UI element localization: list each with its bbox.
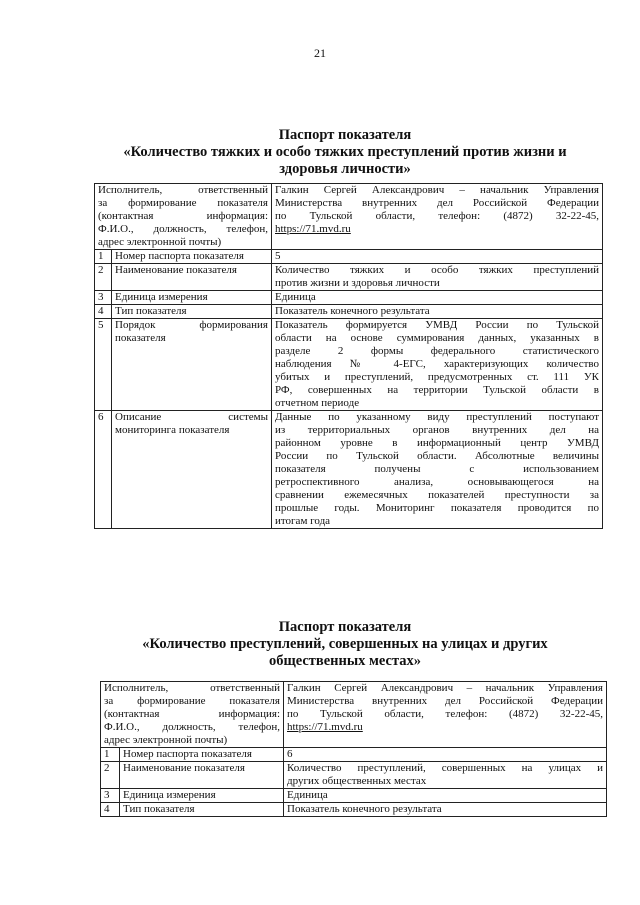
table-row bbox=[101, 748, 607, 762]
title-line: здоровья личности» bbox=[279, 161, 411, 177]
executor-value: Галкин Сергей Александрович – начальник Управления Министерства внутренних дел Российской Федерации по Тульской области, телефон: (4872) 32-22-45, https://71.mvd.ru bbox=[272, 184, 603, 250]
table-row bbox=[95, 305, 603, 319]
row-value: 6 bbox=[284, 748, 607, 762]
page-number: 21 bbox=[314, 46, 326, 60]
row-label: Единица измерения bbox=[112, 291, 272, 305]
title-line: общественных местах» bbox=[268, 653, 422, 669]
row-label: Номер паспорта показателя bbox=[112, 250, 272, 264]
table-row bbox=[95, 291, 603, 305]
executor-label: Исполнитель, ответственный за формирование показателя (контактная информация: Ф.И.О., должность, телефон, адрес электронной почты) bbox=[101, 682, 284, 748]
title-line: Паспорт показателя bbox=[278, 127, 412, 143]
table-row bbox=[95, 319, 603, 411]
row-label: Описание системы мониторинга показателя bbox=[112, 411, 272, 529]
title-line: «Количество преступлений, совершенных на улицах и других bbox=[142, 636, 548, 652]
row-label: Тип показателя bbox=[120, 803, 284, 817]
row-number: 2 bbox=[95, 264, 112, 291]
row-number: 1 bbox=[101, 748, 120, 762]
row-label: Единица измерения bbox=[120, 789, 284, 803]
row-label: Порядок формирования показателя bbox=[112, 319, 272, 411]
row-value: Данные по указанному виду преступлений поступают из территориальных органов внутренних дел на районном уровне в информационный центр УМВД России по Тульской области. Абсолютные величины показателя получены с использованием ретроспективного анализа, основывающегося на сравнении ежемесячных показателей преступности за прошлые годы. Мониторинг показателя проводится по итогам года bbox=[272, 411, 603, 529]
passport-table-1 bbox=[94, 183, 603, 529]
table-row bbox=[95, 184, 603, 250]
row-label: Наименование показателя bbox=[120, 762, 284, 789]
row-label: Наименование показателя bbox=[112, 264, 272, 291]
row-label: Тип показателя bbox=[112, 305, 272, 319]
table-row bbox=[101, 789, 607, 803]
row-label: Номер паспорта показателя bbox=[120, 748, 284, 762]
row-value: Количество тяжких и особо тяжких преступлений против жизни и здоровья личности bbox=[272, 264, 603, 291]
title-line: Паспорт показателя bbox=[278, 619, 412, 635]
passport-table-2 bbox=[100, 681, 607, 817]
row-number: 4 bbox=[95, 305, 112, 319]
table-row bbox=[95, 264, 603, 291]
title-line: «Количество тяжких и особо тяжких преступлений против жизни и bbox=[123, 144, 567, 160]
row-value: Показатель конечного результата bbox=[272, 305, 603, 319]
executor-link[interactable]: https://71.mvd.ru bbox=[287, 721, 363, 733]
executor-label: Исполнитель, ответственный за формирование показателя (контактная информация: Ф.И.О., должность, телефон, адрес электронной почты) bbox=[95, 184, 272, 250]
row-number: 6 bbox=[95, 411, 112, 529]
row-value: Количество преступлений, совершенных на улицах и других общественных местах bbox=[284, 762, 607, 789]
row-value: 5 bbox=[272, 250, 603, 264]
row-number: 1 bbox=[95, 250, 112, 264]
executor-link[interactable]: https://71.mvd.ru bbox=[275, 223, 351, 235]
table-row bbox=[101, 803, 607, 817]
row-number: 3 bbox=[95, 291, 112, 305]
row-value: Единица bbox=[272, 291, 603, 305]
row-value: Показатель конечного результата bbox=[284, 803, 607, 817]
row-number: 3 bbox=[101, 789, 120, 803]
section-1-title bbox=[90, 127, 600, 178]
table-row bbox=[95, 250, 603, 264]
row-number: 4 bbox=[101, 803, 120, 817]
row-value: Единица bbox=[284, 789, 607, 803]
table-row bbox=[101, 762, 607, 789]
section-2-title bbox=[90, 619, 600, 670]
table-row bbox=[95, 411, 603, 529]
row-number: 5 bbox=[95, 319, 112, 411]
row-value: Показатель формируется УМВД России по Тульской области на основе суммирования данных, указанных в разделе 2 формы федерального статистического наблюдения № 4-ЕГС, характеризующих количество убитых и преступлений, предусмотренных ст. 111 УК РФ, совершенных на территории Тульской области в отчетном периоде bbox=[272, 319, 603, 411]
executor-value: Галкин Сергей Александрович – начальник Управления Министерства внутренних дел Российской Федерации по Тульской области, телефон: (4872) 32-22-45, https://71.mvd.ru bbox=[284, 682, 607, 748]
table-row bbox=[101, 682, 607, 748]
row-number: 2 bbox=[101, 762, 120, 789]
